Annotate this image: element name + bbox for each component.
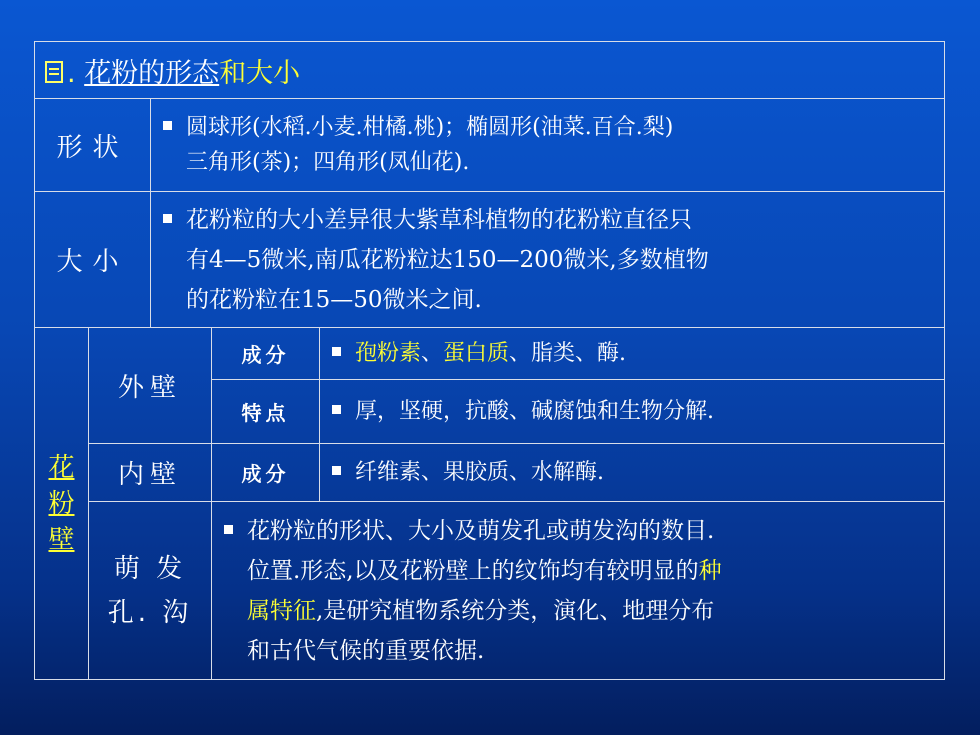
- wall-char-3: 壁: [48, 524, 75, 555]
- outer-sep: 、: [421, 341, 444, 366]
- outer-composition-content: [320, 328, 945, 380]
- content-table: [34, 41, 945, 680]
- aperture-line3-highlight: 属特征: [247, 597, 316, 624]
- slide-title: [35, 42, 945, 99]
- wall-char-1: 花: [48, 452, 75, 483]
- inner-composition-label: 成分: [212, 444, 320, 502]
- inner-wall-label: 内壁: [89, 444, 212, 502]
- aperture-label-line1: 萌 发: [113, 553, 187, 584]
- aperture-line2-highlight: 种: [698, 557, 722, 584]
- aperture-line3-rest: ,是研究植物系统分类，演化、地理分布: [316, 597, 715, 624]
- inner-composition-content: [320, 444, 945, 502]
- size-line3: 的花粉粒在15—50微米之间.: [186, 286, 482, 313]
- aperture-content: [212, 502, 945, 680]
- bullet-icon: [224, 525, 233, 534]
- bullet-icon: [332, 466, 341, 475]
- wall-char-2: 粉: [48, 488, 75, 519]
- pollen-wall-label: [35, 328, 89, 680]
- inner-composition-text: 纤维素、果胶质、水解酶.: [355, 460, 604, 485]
- bullet-icon: [163, 214, 172, 223]
- size-content: [151, 192, 945, 328]
- aperture-label: [89, 502, 212, 680]
- outer-composition-rest: 、脂类、酶.: [509, 341, 627, 366]
- outer-highlight-2: 蛋白质: [443, 341, 510, 366]
- bullet-icon: [332, 347, 341, 356]
- outer-feature-content: [320, 380, 945, 444]
- shape-line1: 圆球形(水稻.小麦.柑橘.桃)；椭圆形(油菜.百合.梨): [186, 115, 674, 140]
- outer-feature-label: 特点: [212, 380, 320, 444]
- outer-highlight-1: 孢粉素: [355, 341, 422, 366]
- shape-line2: 三角形(茶)；四角形(凤仙花).: [186, 150, 470, 175]
- title-dot: .: [67, 57, 76, 89]
- bullet-icon: [163, 121, 172, 130]
- outer-composition-label: 成分: [212, 328, 320, 380]
- title-underlined: 花粉的形态: [84, 57, 220, 89]
- size-line1: 花粉粒的大小差异很大紫草科植物的花粉粒直径只: [186, 206, 692, 233]
- aperture-line4: 和古代气候的重要依据.: [247, 637, 485, 664]
- aperture-line2-prefix: 位置.形态,以及花粉壁上的纹饰均有较明显的: [247, 557, 699, 584]
- outer-feature-text: 厚，坚硬，抗酸、碱腐蚀和生物分解.: [355, 399, 714, 424]
- size-line2: 有4—5微米,南瓜花粉粒达150—200微米,多数植物: [186, 246, 709, 273]
- bullet-icon: [332, 405, 341, 414]
- shape-label: 形状: [35, 99, 151, 192]
- aperture-line1: 花粉粒的形状、大小及萌发孔或萌发沟的数目.: [247, 517, 715, 544]
- size-label: 大小: [35, 192, 151, 328]
- list-icon: [45, 61, 63, 83]
- outer-wall-label: 外壁: [89, 328, 212, 444]
- aperture-label-line2: 孔. 沟: [107, 597, 193, 628]
- title-rest: 和大小: [219, 57, 301, 89]
- shape-content: [151, 99, 945, 192]
